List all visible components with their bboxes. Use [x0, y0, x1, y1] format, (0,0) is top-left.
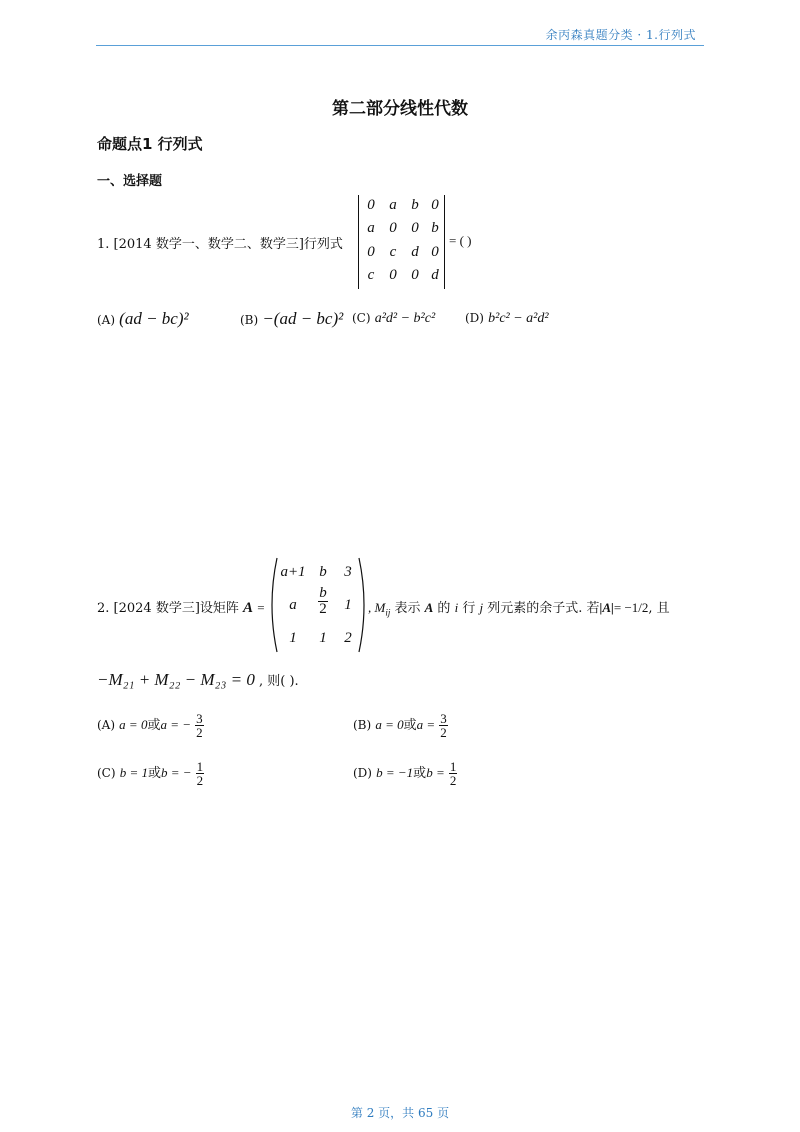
- det-cell: 0: [389, 267, 397, 283]
- q2-matrix-name: A: [243, 600, 254, 616]
- det-cell: b: [411, 197, 419, 213]
- option-letter: (D): [353, 766, 372, 780]
- q1-determinant: [358, 195, 446, 289]
- det-cell: a: [367, 220, 375, 236]
- option-or: 或: [147, 766, 161, 781]
- option-expr: b²c² − a²d²: [488, 311, 549, 326]
- det-cell: 0: [431, 197, 439, 213]
- matrix-cell: 2: [344, 630, 352, 646]
- det-cell: 0: [367, 244, 375, 260]
- option-letter: (A): [97, 313, 116, 327]
- option-letter: (B): [240, 313, 259, 327]
- option-expr1: b = −1: [376, 765, 414, 780]
- q2-desc4: 行: [458, 601, 480, 616]
- q1-option-d: [465, 311, 549, 327]
- q2-option-b: [353, 712, 448, 739]
- q1-option-a: [97, 309, 189, 329]
- option-or: 或: [413, 766, 427, 781]
- matrix-cell: 3: [344, 564, 352, 580]
- matrix-cell: a+1: [280, 564, 306, 580]
- q1-prefix: 1. [2014 数学一、数学二、数学三]行列式: [97, 237, 343, 252]
- section-title: 命题点1 行列式: [97, 135, 203, 153]
- option-frac: $\frac{3}{2}$: [440, 711, 447, 740]
- matrix-cell: 1: [344, 597, 352, 613]
- q1-option-b: [240, 309, 343, 329]
- option-letter: (B): [353, 718, 372, 732]
- option-expr2: a = −: [160, 717, 192, 732]
- matrix-cell: 1: [289, 630, 297, 646]
- q2-matrix-name-ref: A: [424, 600, 434, 615]
- q1-option-c: [352, 311, 435, 327]
- q2-equation: −M₂₁ + M₂₂ − M₂₃ = 0: [97, 670, 255, 689]
- q2-option-a: [97, 712, 204, 739]
- det-cell: 0: [389, 220, 397, 236]
- q2-option-d: [353, 760, 457, 787]
- sub-title: 一、选择题: [97, 174, 163, 189]
- q2-desc2: 表示: [390, 601, 425, 616]
- option-expr1: a = 0: [119, 717, 148, 732]
- option-frac: $\frac{1}{2}$: [196, 759, 204, 788]
- option-letter: (C): [352, 311, 371, 325]
- q2-i: i: [454, 600, 459, 615]
- option-frac: $\frac{3}{2}$: [196, 711, 203, 740]
- det-cell: 0: [411, 267, 419, 283]
- det-cell: c: [389, 244, 397, 260]
- option-letter: (D): [465, 311, 484, 325]
- option-frac: $\frac{1}{2}$: [449, 759, 457, 788]
- matrix-cell: b: [319, 564, 327, 580]
- det-cell: 0: [367, 197, 375, 213]
- det-cell: b: [431, 220, 439, 236]
- option-or: 或: [403, 718, 417, 733]
- det-cell: d: [431, 267, 439, 283]
- option-expr2: a =: [416, 717, 436, 732]
- q2-desc1-sub: ij: [385, 607, 391, 618]
- option-expr1: b = 1: [119, 765, 148, 780]
- matrix-cell: a: [289, 597, 297, 613]
- q2-equals: =: [257, 600, 265, 615]
- q2-j: j: [479, 600, 484, 615]
- q2-prefix-text: 2. [2024 数学三]设矩阵: [97, 601, 239, 616]
- option-letter: (C): [97, 766, 116, 780]
- det-cell: a: [389, 197, 397, 213]
- page-title: 第二部分线性代数: [332, 99, 468, 119]
- q1-suffix: = ( ): [449, 233, 472, 248]
- det-left-bar: [358, 195, 359, 289]
- q2-desc1: , M: [368, 600, 386, 615]
- q2-line2-suffix: , 则( ).: [258, 674, 299, 689]
- q2-line2: [97, 670, 299, 690]
- option-expr1: a = 0: [375, 717, 404, 732]
- q2-matrix: [270, 556, 366, 654]
- option-expr: (ad − bc)²: [119, 309, 189, 328]
- header-rule: [96, 45, 704, 46]
- det-cell: c: [367, 267, 375, 283]
- det-cell: 0: [411, 220, 419, 236]
- page-footer: 第 2 页，共 65 页: [350, 1106, 450, 1120]
- q2-cond-val: = −1/2: [613, 600, 649, 615]
- q2-desc6: , 且: [648, 601, 670, 616]
- option-letter: (A): [97, 718, 116, 732]
- det-cell: 0: [431, 244, 439, 260]
- matrix-cell-frac: $\frac{b}{2}$: [319, 585, 327, 617]
- option-expr2: b =: [426, 765, 445, 780]
- q2-desc5: 列元素的余子式. 若: [483, 601, 600, 616]
- option-expr2: b = −: [160, 765, 192, 780]
- q2-abs-a: |A|: [599, 600, 614, 615]
- q2-desc3: 的: [433, 601, 455, 616]
- q2-prefix: [97, 597, 265, 617]
- det-cell: d: [411, 244, 419, 260]
- q2-option-c: [97, 760, 204, 787]
- option-expr: −(ad − bc)²: [262, 309, 344, 328]
- option-or: 或: [147, 718, 161, 733]
- q2-description: [368, 597, 670, 618]
- matrix-cell: 1: [319, 630, 327, 646]
- option-expr: a²d² − b²c²: [374, 311, 436, 326]
- header-text: 余丙森真题分类 · 1.行列式: [545, 28, 696, 42]
